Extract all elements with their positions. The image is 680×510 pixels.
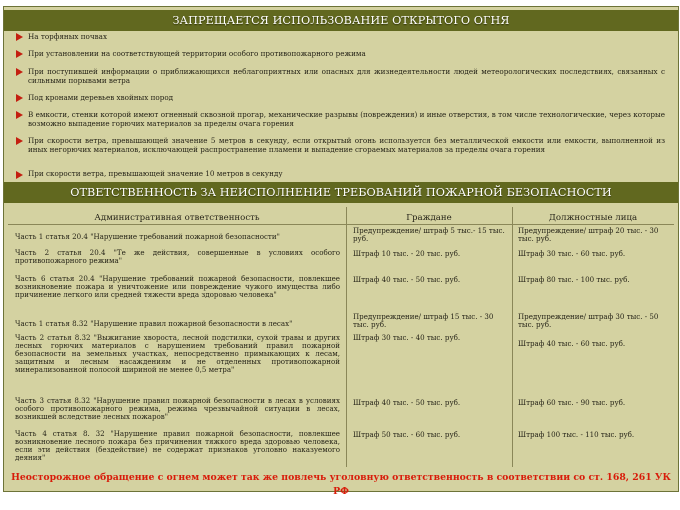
ban-item-text: При поступившей информации о приближающихся неблагоприятных или опасных для жизнедеятельности людей метеорологических последствиях, связанных с сильными порывами ветра	[28, 67, 665, 85]
table-row-officials: Штраф 30 тыс. - 60 тыс. руб.	[518, 249, 626, 258]
criminal-liability-notice: Неосторожное обращение с огнем может так же повлечь уголовную ответственность в соответствии со ст. 168, 261 УК РФ	[11, 472, 671, 497]
column-divider	[346, 207, 347, 467]
table-row-citizens: Штраф 30 тыс. - 40 тыс. руб.	[353, 333, 461, 342]
table-row-article: Часть 1 статья 8.32 "Нарушение правил пожарной безопасности в лесах"	[15, 319, 293, 328]
responsibility-header: ОТВЕТСТВЕННОСТЬ ЗА НЕИСПОЛНЕНИЕ ТРЕБОВАНИЙ ПОЖАРНОЙ БЕЗОПАСНОСТИ	[4, 182, 678, 203]
red-arrow-icon	[16, 111, 23, 119]
red-arrow-icon	[16, 68, 23, 76]
ban-item-text: На торфяных почвах	[28, 32, 108, 41]
table-row-citizens: Штраф 10 тыс. - 20 тыс. руб.	[353, 249, 461, 258]
red-arrow-icon	[16, 137, 23, 145]
table-row-officials: Предупреждение/ штраф 30 тыс. - 50 тыс. руб.	[518, 312, 659, 330]
red-arrow-icon	[16, 33, 23, 41]
table-row-citizens: Штраф 50 тыс. - 60 тыс. руб.	[353, 430, 461, 439]
table-row-article: Часть 4 статья 8. 32 "Нарушение правил пожарной безопасности, повлекшее возникновение лесного пожара без причинения тяжкого вреда здоровью человека, если эти действия (бездействие) не содержат признаков уголовно наказуемого деяния"	[15, 429, 340, 463]
fire-safety-poster	[3, 6, 679, 497]
table-row-officials: Штраф 40 тыс. - 60 тыс. руб.	[518, 339, 626, 348]
table-row-officials: Штраф 60 тыс. - 90 тыс. руб.	[518, 398, 626, 407]
table-row-article: Часть 2 статья 8.32 "Выжигание хвороста, лесной подстилки, сухой травы и других лесных горючих материалов с нарушением требований правил пожарной безопасности на земельных участках, непосредственно примыкающих к лесам, защитным и лесным насаждениям и не отделенных противопожарной минерализованной полосой шириной не менее 0,5 метра"	[15, 333, 340, 375]
red-arrow-icon	[16, 94, 23, 102]
table-row-officials: Штраф 80 тыс. - 100 тыс. руб.	[518, 275, 630, 284]
table-row-citizens: Штраф 40 тыс. - 50 тыс. руб.	[353, 275, 461, 284]
ban-item-text: Под кронами деревьев хвойных пород	[28, 93, 174, 102]
column-header-officials: Должностные лица	[548, 213, 638, 223]
table-row-article: Часть 2 статья 20.4 "Те же действия, совершенные в условиях особого противопожарного режима"	[15, 248, 340, 266]
table-row-article: Часть 3 статья 8.32 "Нарушение правил пожарной безопасности в лесах в условиях особого противопожарного режима, режима чрезвычайной ситуации в лесах, возникшей вследствие лесных пожаров"	[15, 396, 340, 422]
table-row-citizens: Штраф 40 тыс. - 50 тыс. руб.	[353, 398, 461, 407]
column-header-admin: Административная ответственность	[94, 213, 260, 223]
table-row-citizens: Предупреждение/ штраф 15 тыс. - 30 тыс. руб.	[353, 312, 494, 330]
ban-item-text: При скорости ветра, превышающей значение 10 метров в секунду	[28, 169, 283, 178]
red-arrow-icon	[16, 50, 23, 58]
ban-item-text: В емкости, стенки которой имеют огненный сквозной прогар, механические разрывы (повреждения) и иные отверстия, в том числе технологические, через которые возможно выпадение горючих материалов за пределы очага горения	[28, 110, 665, 128]
table-row-citizens: Предупреждение/ штраф 5 тыс.- 15 тыс. руб.	[353, 226, 505, 244]
table-row-article: Часть 6 статья 20.4 "Нарушение требований пожарной безопасности, повлекшее возникновение пожара и уничтожение или повреждение чужого имущества либо причинение легкого или средней тяжести вреда здоровью человека"	[15, 274, 340, 300]
ban-header: ЗАПРЕЩАЕТСЯ ИСПОЛЬЗОВАНИЕ ОТКРЫТОГО ОГНЯ	[4, 10, 678, 31]
column-divider	[512, 207, 513, 467]
ban-item-text: При установлении на соответствующей территории особого противопожарного режима	[28, 49, 366, 58]
column-header-citizens: Граждане	[406, 213, 452, 223]
table-row-article: Часть 1 статья 20.4 "Нарушение требований пожарной безопасности"	[15, 232, 280, 241]
ban-item-text: При скорости ветра, превышающей значение 5 метров в секунду, если открытый огонь используется без металлической емкости или емкости, выполненной из иных негорючих материалов, исключающей распространение пламени и выпадение сгораемых материалов за пределы очага горения	[28, 136, 665, 154]
table-row-officials: Предупреждение/ штраф 20 тыс. - 30 тыс. руб.	[518, 226, 659, 244]
red-arrow-icon	[16, 171, 23, 179]
header-divider	[8, 224, 674, 225]
table-row-officials: Штраф 100 тыс. - 110 тыс. руб.	[518, 430, 635, 439]
